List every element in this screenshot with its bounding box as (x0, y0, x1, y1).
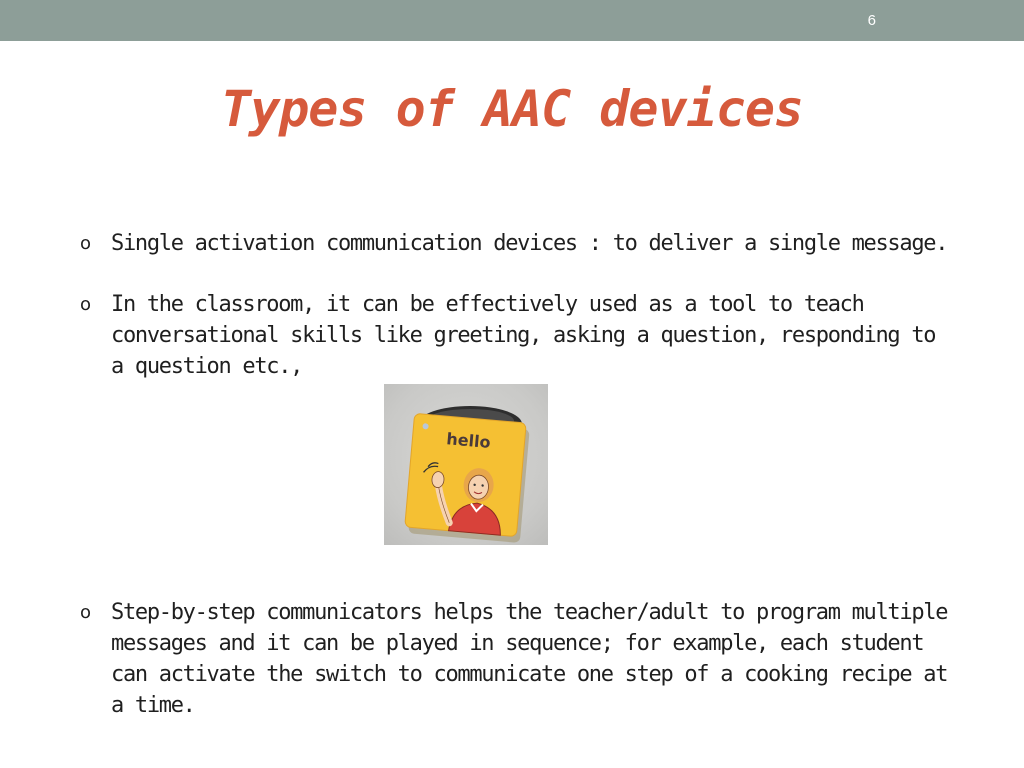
bullet-marker-icon: o (80, 602, 90, 623)
bullet-item (78, 289, 958, 382)
bullet-item (78, 597, 958, 721)
slide-title: Types of AAC devices (220, 80, 804, 138)
hello-switch-icon (384, 384, 548, 545)
bullet-list-top (78, 228, 958, 382)
card-label: hello (445, 429, 492, 452)
header-bar (0, 0, 1024, 41)
bullet-text: Single activation communication devices : to deliver a single message. (111, 231, 948, 256)
bullet-text: Step-by-step communicators helps the teacher/adult to program multiple messages and it can be played in sequence; for example, each student can activate the switch to communicate one step of a cooking recipe at a time. (111, 600, 948, 718)
bullet-list-bottom (78, 597, 958, 721)
bullet-marker-icon: o (80, 233, 90, 254)
bullet-marker-icon: o (80, 294, 90, 315)
bullet-text: In the classroom, it can be effectively used as a tool to teach conversational skills like greeting, asking a question, responding to a question etc., (111, 292, 936, 379)
page-number: 6 (867, 12, 876, 29)
bullet-item (78, 228, 958, 259)
